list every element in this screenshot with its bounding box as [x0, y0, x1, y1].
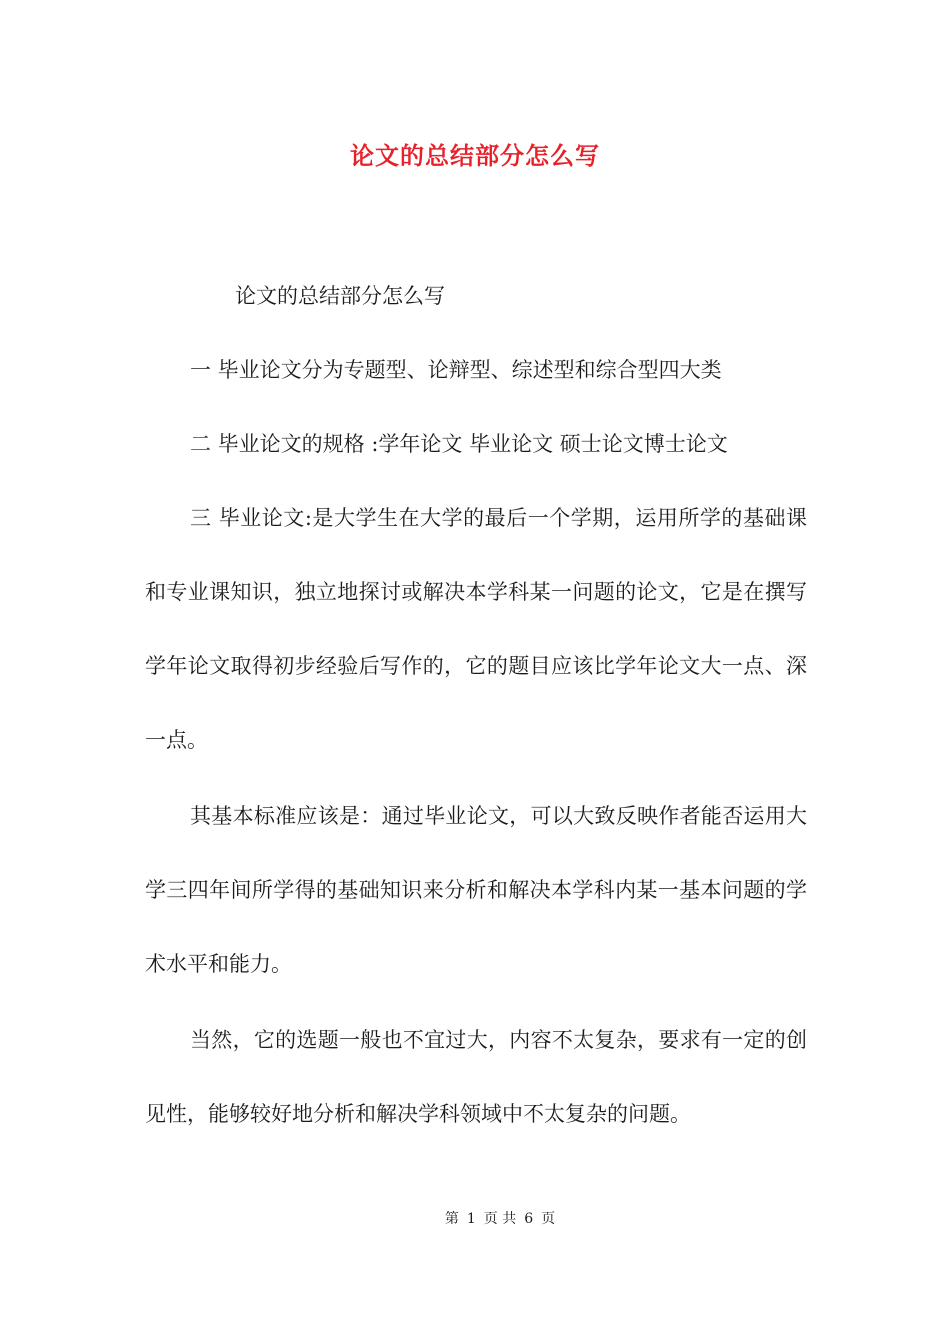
document-title: 论文的总结部分怎么写: [350, 141, 600, 170]
footer-mid: 页 共: [483, 1211, 517, 1227]
item-two: 二 毕业论文的规格 :学年论文 毕业论文 硕士论文博士论文: [190, 432, 728, 456]
footer-suffix: 页: [541, 1211, 556, 1227]
document-subtitle: 论文的总结部分怎么写: [235, 284, 445, 308]
paragraph-topic: 当然，它的选题一般也不宜过大，内容不太复杂，要求有一定的创见性，能够较好地分析和解决学科领域中不太复杂的问题。: [145, 1028, 807, 1126]
footer-prefix: 第: [444, 1211, 459, 1227]
page-footer: [0, 1208, 950, 1228]
footer-total-pages: 6: [524, 1211, 534, 1227]
footer-current-page: 1: [466, 1211, 476, 1227]
paragraph-three: 三 毕业论文:是大学生在大学的最后一个学期，运用所学的基础课和专业课知识，独立地探讨或解决本学科某一问题的论文，它是在撰写学年论文取得初步经验后写作的，它的题目应该比学年论文大一点、深一点。: [145, 506, 807, 752]
paragraph-standard: 其基本标准应该是：通过毕业论文，可以大致反映作者能否运用大学三四年间所学得的基础知识来分析和解决本学科内某一基本问题的学术水平和能力。: [145, 804, 807, 976]
item-one: 一 毕业论文分为专题型、论辩型、综述型和综合型四大类: [190, 358, 722, 382]
